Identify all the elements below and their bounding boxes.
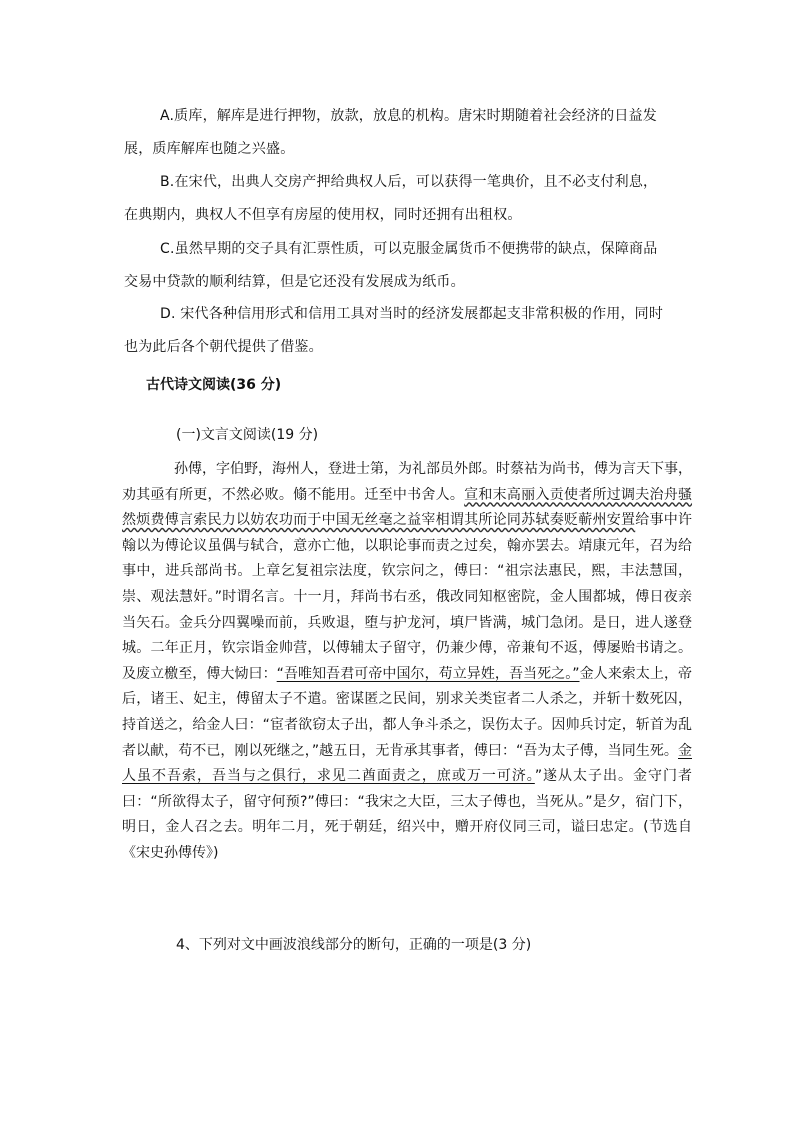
passage-text-2: 给事中许翰以为傅论议虽偶与轼合，意亦亡他，以职论事而责之过矣，翰亦罢去。靖康元年，召为给事中，进兵部尚书。上章乞复祖宗法度，钦宗问之，傅曰：“祖宗法惠民，熙，丰法慧国，崇、观法慧奸。”时谓名言。十一月，拜尚书右丞，俄改同知枢密院，金人围都城，傅日夜亲当矢石。金兵分四翼噪而前，兵败退，堕与护龙河，填尸皆满，城门急闭。是日，进人遂登城。二年正月，钦宗诣金帅营，以傅辅太子留守，仍兼少傅，帝兼旬不返，傅屡贻书请之。及废立檄至，傅大恸曰： — [122, 512, 693, 682]
option-c: C.虽然早期的交子具有汇票性质，可以克服金属货币不便携带的缺点，保障商品交易中贷款的顺利结算，但是它还没有发展成为纸币。 — [124, 241, 658, 290]
wavy-underlined-passage: 宣和末高丽入贡使者所过调夫治舟骚然烦费傅言索民力以妨农功而于中国无丝毫之益宰相谓其所论同苏轼奏贬蕲州安置 — [122, 486, 693, 529]
subsection-title: (一)文言文阅读(19 分) — [176, 427, 319, 443]
underlined-quote-1: “吾唯知吾君可帝中国尔，苟立异姓，吾当死之。” — [276, 665, 580, 682]
option-b: B.在宋代，出典人交房产押给典权人后，可以获得一笔典价，且不必支付利息，在典期内，典权人不但享有房屋的使用权，同时还拥有出租权。 — [124, 174, 658, 223]
option-d: D. 宋代各种信用形式和信用工具对当时的经济发展都起支非常积极的作用，同时也为此后各个朝代提供了借鉴。 — [124, 306, 664, 355]
passage-text-3: 金人来索太上，帝后，诸王、妃主，傅留太子不遣。密谋匿之民间，别求关类宦者二人杀之，并斩十数死囚，持首送之，给金人曰：“宦者欲窃太子出，都人争斗杀之，误伤太子。因帅兵讨定，斩首为乱者以献，苟不已，刚以死继之，”越五日，无肯承其事者，傅曰：“吾为太子傅，当同生死。 — [122, 665, 692, 759]
section-title: 古代诗文阅读(36 分) — [146, 377, 282, 393]
passage-text-4: ”遂从太子出。金守门者曰：“所欲得太子，留守何预?”傅曰：“我宋之大臣，三太子傅也，当死从。”是夕，宿门下，明日，金人召之去。明年二月，死于朝廷，绍兴中，赠开府仪同三司，谥曰忠定。(节选自《宋史孙傅传》) — [122, 768, 692, 861]
passage-text-1: 孙傅，字伯野，海州人，登进士第，为礼部员外郎。时蔡祜为尚书，傅为言天下事，劝其亟有所更，不然必败。翛不能用。迁至中书舍人。 — [122, 461, 692, 503]
underlined-quote-2: 金人虽不吾索，吾当与之俱行，求见二酋面责之，庶或万一可济。 — [122, 742, 692, 785]
classical-passage — [122, 457, 692, 867]
question-4: 4、下列对文中画波浪线部分的断句，正确的一项是(3 分) — [176, 937, 532, 953]
option-a: A.质库，解库是进行押物，放款，放息的机构。唐宋时期随着社会经济的日益发展，质库解库也随之兴盛。 — [124, 108, 657, 157]
